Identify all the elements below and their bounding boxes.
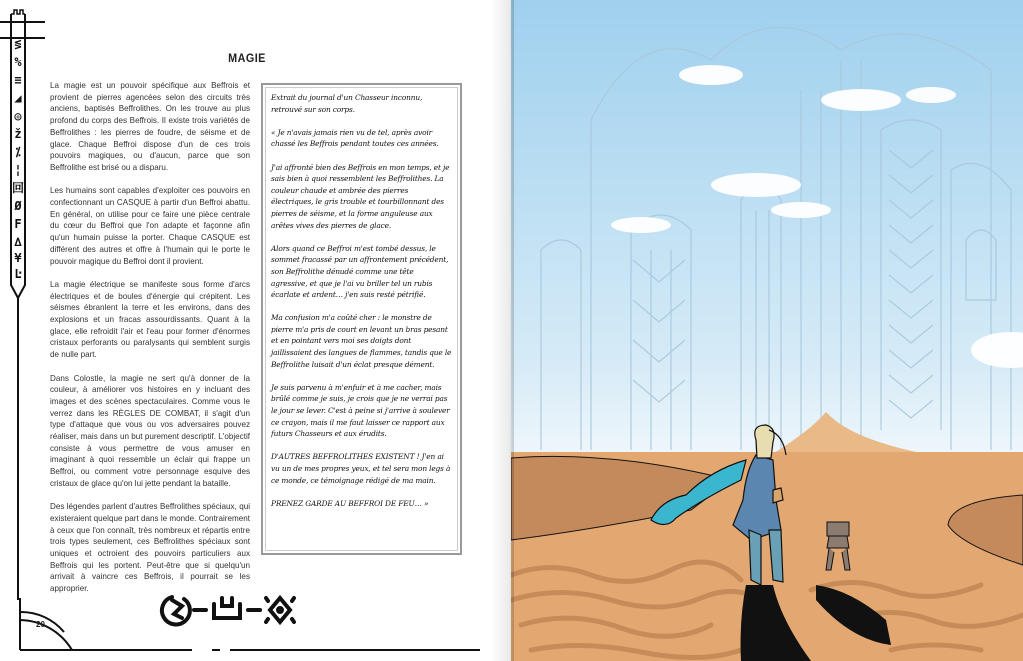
svg-text:≡: ≡ <box>14 73 22 87</box>
journal-paragraph: D'AUTRES BEFFROLITHES EXISTENT ! J'en ai vu un de mes propres yeux, et tel sera mon legs à ce monde, ce témoignage rédigé de ma main. <box>271 452 451 485</box>
svg-text:∆: ∆ <box>14 235 22 249</box>
paragraph: Dans Colostle, la magie ne sert qu'à donner de la couleur, à améliorer vos histoires en y incluant des images et des scènes spectaculaires. Comme vous le verrez dans les RÈGLES DE COMBAT, il s'agit d'un type d'attaque que vous ou vos adversaires pouvez réaliser, mais dans un but purement descriptif. L'objectif consiste à vous permettre de vous amuser en imaginant à quoi ressemble un éclair qui frappe un Beffroi, ou comment votre personnage esquive des cristaux de glace qu'on lui jette pendant la bataille. <box>50 373 250 488</box>
svg-text:¦: ¦ <box>14 163 22 177</box>
journal-paragraph: Je suis parvenu à m'enfuir et à me cacher, mais brûlé comme je suis, je crois que je ne verrai pas le jour se lever. C'est à peine si j'arrive à soulever ce crayon, mais il me faut laisser ce rapport aux futurs Chasseurs et aux érudits. <box>271 382 450 439</box>
journal-paragraph: J'ai affronté bien des Beffrois en mon temps, et je sais bien à quoi ressemblent les Beffrolithes. La couleur chaude et ambrée des pierres électriques, le gris trouble et tourbillonnant des pierres de séisme, et la forme anguleuse aux arêtes vives des pierres de glace. <box>271 162 450 230</box>
svg-text:◢: ◢ <box>14 91 22 105</box>
svg-text:回: 回 <box>11 181 25 195</box>
desert-illustration <box>511 0 1023 661</box>
svg-text:¥: ¥ <box>14 251 22 265</box>
paragraph: Les humains sont capables d'exploiter ces pouvoirs en confectionnant un CASQUE à partir d'un Beffroi abattu. En général, on utilise pour ce faire une pièce centrale du cœur du Beffroi que l'on adapte et façonne afin qu'un humain puisse la porter. Chaque CASQUE est différent des autres et offre à l'humain qui le porte le pouvoir magique du Beffroi dont il provient. <box>50 186 250 266</box>
svg-text:Ŀ: Ŀ <box>14 267 22 281</box>
page-number: 20 <box>36 620 45 629</box>
paragraph: La magie est un pouvoir spécifique aux Beffrois et provient de pierres agencées selon des circuits très anciens, baptisés Beffrolithes. On les trouve au plus profond du corps des Beffrois. Il existe trois variétés de Beffrolithes : les pierres de foudre, de séisme et de glace. Chaque Beffroi dispose d'un de ces trois pouvoirs magiques, ou d'aucun, parce que son Beffrolithe est brisé ou a disparu. <box>50 81 250 172</box>
page-title: MAGIE <box>228 51 266 65</box>
illustration-art <box>511 0 1023 661</box>
left-page <box>0 0 511 661</box>
journal-paragraph: « Je n'avais jamais rien vu de tel, après avoir chassé les Beffrois pendant toutes ces années. <box>271 127 439 149</box>
svg-text:Ø: Ø <box>14 199 22 213</box>
svg-text:F: F <box>14 217 22 231</box>
paragraph: La magie électrique se manifeste sous forme d'arcs électriques et de boules d'énergie qui crépitent. Les séismes ébranlent la terre et les environs, dans des explosions et un fracas assourdissants. Quant à la glace, elle refroidit l'air et l'eau pour former d'énormes cristaux perforants ou paralysants qui semblent surgis de nulle part. <box>50 279 250 360</box>
paragraph: Des légendes parlent d'autres Beffrolithes spéciaux, qui existeraient quelque part dans le monde. Contrairement à ceux que l'on connaît, très nombreux et répartis entre trois types seulement, ces Beffrolithes spéciaux sont uniques et octroient des pouvoirs particuliers aux Beffrois qui les portent. Peut-être que si quelqu'un arrivait à vaincre ces Beffrois, il pourrait se les approprier. <box>50 502 250 594</box>
journal-paragraph: Extrait du journal d'un Chasseur inconnu, retrouvé sur son corps. <box>271 93 423 114</box>
svg-text:◎: ◎ <box>14 109 22 123</box>
svg-text:⁒: ⁒ <box>15 145 21 159</box>
svg-text:ž: ž <box>14 127 22 141</box>
rune-glyph-icons <box>12 37 24 281</box>
journal-paragraph: Alors quand ce Beffroi m'est tombé dessus, le sommet fracassé par un affrontement précédent, son Beffrolithe dénudé comme une tête agressive, et que je l'ai vu briller tel un rubis écarlate et ardent… j'en suis resté pétrifié. <box>271 243 449 300</box>
main-text-column <box>50 80 250 607</box>
svg-text:%: % <box>14 55 22 69</box>
svg-text:≶: ≶ <box>14 37 22 51</box>
journal-paragraph: Ma confusion m'a coûté cher : le monstre de pierre m'a pris de court en levant un bras pesant et en pointant vers moi ses doigts dont jaillissaient des langues de flammes, tandis que le Beffrolithe luisait d'un éclat presque dément. <box>271 313 452 369</box>
journal-paragraph: PRENEZ GARDE AU BEFFROI DE FEU… » <box>271 498 429 508</box>
journal-excerpt-box <box>261 83 462 555</box>
